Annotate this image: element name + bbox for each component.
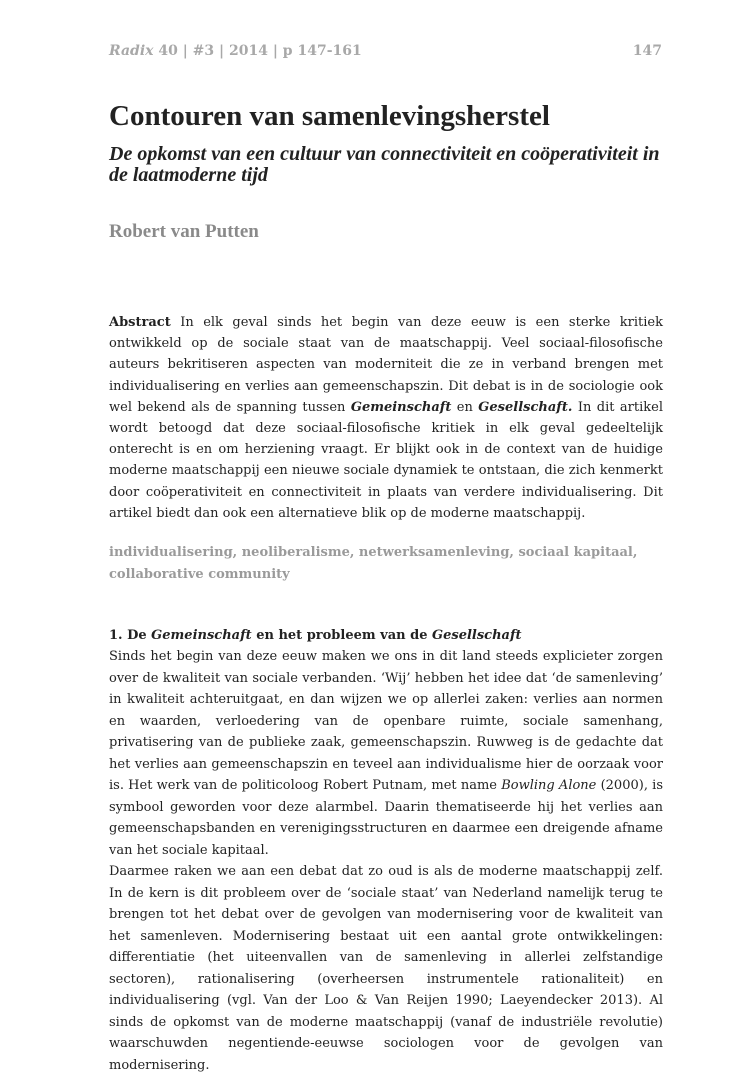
body-paragraph-1: [109, 646, 663, 861]
article-subtitle: De opkomst van een cultuur van connectiviteit en coöperativiteit in de laatmoderne tijd: [109, 143, 660, 186]
page-number: 147: [632, 43, 662, 59]
section-term-2: Gesellschaft: [432, 628, 522, 643]
abstract: [109, 312, 663, 524]
abstract-text-2: en: [451, 399, 479, 415]
abstract-term-2: Gesellschaft.: [478, 399, 573, 415]
section-term-1: Gemeinschaft: [151, 628, 252, 643]
section-number: 1. De: [109, 628, 152, 643]
body-paragraph-2: Daarmee raken we aan een debat dat zo oud is als de moderne maatschappij zelf. In de kern is dit probleem over de ‘sociale staat’ van Nederland namelijk terug te brengen tot het debat over de gevolgen van modernisering voor de kwaliteit van het samenleven. Modernisering bestaat uit een aantal grote ontwikkelingen: differentiatie (het uiteenvallen van de samenleving in allerlei zelfstandige sectoren), rationalisering (overheersen instrumentele rationaliteit) en individualisering (vgl. Van der Loo & Van Reijen 1990; Laeyendecker 2013). Al sinds de opkomst van de moderne maatschappij (vanaf de industriële revolutie) waarschuwden negentiende-eeuwse sociologen voor de gevolgen van modernisering.: [109, 864, 663, 1073]
keywords: individualisering, neoliberalisme, netwerksamenleving, sociaal kapitaal, collaborative community: [109, 545, 638, 582]
author-name: Robert van Putten: [109, 221, 259, 242]
citation: 40 | #3 | 2014 | p 147-161: [158, 43, 362, 59]
body-text: [109, 646, 663, 1076]
abstract-text-3: In dit artikel wordt betoogd dat deze sociaal-filosofische kritiek in elk geval gedeeltelijk onterecht is en om herziening vraagt. Er blijkt ook in de context van de huidige moderne maatschappij een nieuwe sociale dynamiek te ontstaan, die zich kenmerkt door coöperativiteit en connectiviteit in plaats van verdere individualisering. Dit artikel biedt dan ook een alternatieve blik op de moderne maatschappij.: [109, 399, 663, 521]
abstract-text-1: In elk geval sinds het begin van deze eeuw is een sterke kritiek ontwikkeld op de sociale staat van de maatschappij. Veel sociaal-filosofische auteurs bekritiseren aspecten van moderniteit die ze in verband brengen met individualisering en verlies aan gemeenschapszin. Dit debat is in de sociologie ook wel bekend als de spanning tussen: [109, 315, 663, 415]
section-heading: [109, 625, 522, 646]
article-title: Contouren van samenlevingsherstel: [109, 100, 550, 132]
abstract-term-1: Gemeinschaft: [350, 399, 452, 415]
running-header: [109, 43, 662, 59]
abstract-label: Abstract: [109, 315, 171, 330]
p1-book-title: Bowling Alone: [501, 778, 597, 793]
section-mid: en het probleem van de: [251, 628, 433, 643]
p1-text-b: (2000), is symbool geworden voor deze alarmbel. Daarin thematiseerde hij het verlies aan gemeenschapsbanden en verenigingsstructuren en daarmee een dreigende afname van het sociale kapitaal.: [109, 778, 663, 858]
journal-name: Radix: [109, 43, 154, 59]
p1-text-a: Sinds het begin van deze eeuw maken we ons in dit land steeds explicieter zorgen over de kwaliteit van sociale verbanden. ‘Wij’ hebben het idee dat ‘de samenleving’ in kwaliteit achteruitgaat, en dan wijzen we op allerlei zaken: verlies aan normen en waarden, verloedering van de openbare ruimte, sociale samenhang, privatisering van de publieke zaak, gemeenschapszin. Ruwweg is de gedachte dat het verlies aan gemeenschapszin en teveel aan individualisme hier de oorzaak voor is. Het werk van de politicoloog Robert Putnam, met name: [109, 649, 663, 793]
